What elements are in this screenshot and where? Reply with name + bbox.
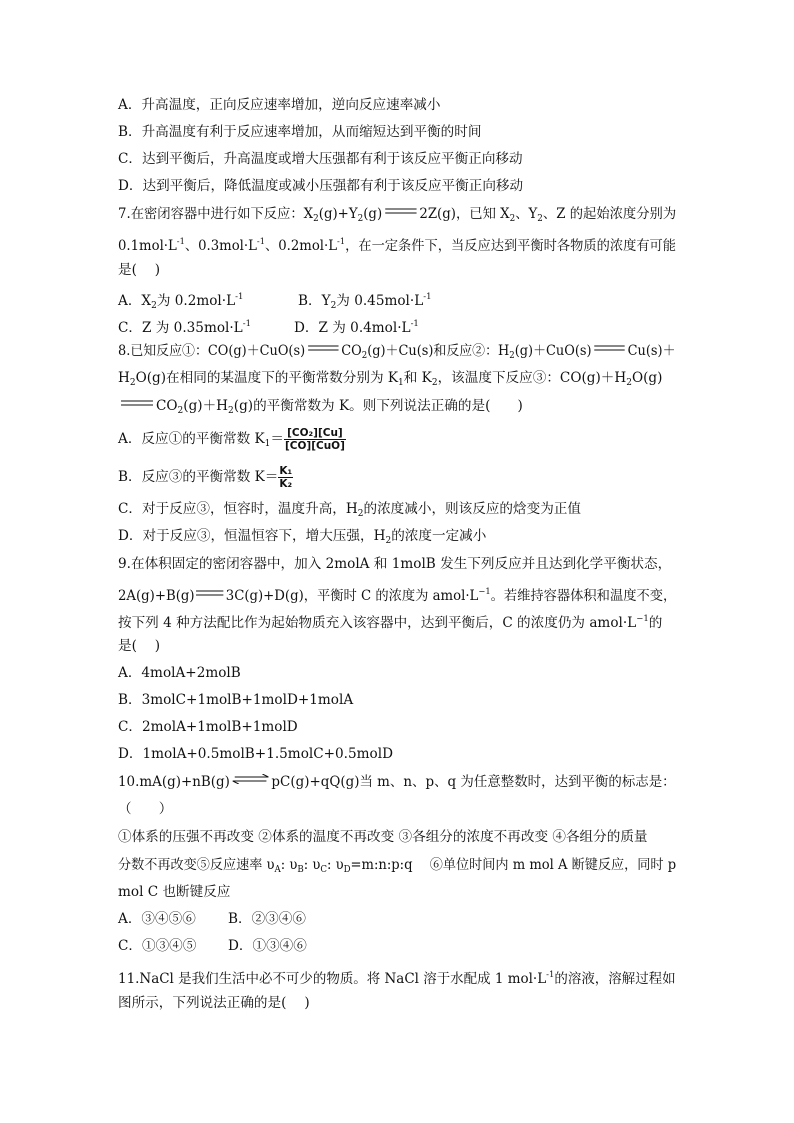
q6-option-b: B．升高温度有利于反应速率增加，从而缩短达到平衡的时间: [118, 124, 482, 140]
q8-stem-line3: $CO_2(g)+H_2(g)$的平衡常数为 K。则下列说法正确的是( ): [118, 397, 523, 420]
q10-stem-line1: 10.mA(g)+nB(g) pC(g)+qQ(g)当 m、n、p、q 为任意整数时，达到平衡的标志是：: [118, 774, 676, 790]
q10-option-b: B．②③④⑥: [228, 911, 306, 927]
q8-option-c: C．对于反应③，恒容时，温度升高，$H_2$的浓度减小，则该反应的焓变为正值: [118, 501, 581, 519]
q7-option-b: B．$Y_2$为 $0.45mol\cdot L^{-1}$: [298, 292, 432, 311]
q8-option-a: A．反应①的平衡常数 $K_1=$ $\frac{\text{[CO₂][Cu]}}{\text{[CO][CuO]}}$: [118, 427, 345, 452]
q9-stem-line1: 9.在体积固定的密闭容器中，加入 2molA 和 1molB 发生下列反应并且达到化学平衡状态，: [118, 556, 672, 572]
q7-stem-line1: 7.在密闭容器中进行如下反应：$X_2(g)+Y_2(g)$ 2Z(g)，已知 $X_2$、$Y_2$、Z 的起始浓度分别为: [118, 206, 677, 224]
k-ratio-fraction: $\frac{\text{K₁}}{\text{K₂}}$: [279, 465, 293, 490]
q6-option-d: D．达到平衡后，降低温度或减小压强都有利于该反应平衡正向移动: [118, 178, 524, 194]
q10-stem-line3: ①体系的压强不再改变 ②体系的温度不再改变 ③各组分的浓度不再改变 ④各组分的质量: [118, 829, 648, 845]
q9-stem-line3: 按下列 4 种方法配比作为起始物质充入该容器中，达到平衡后，C 的浓度仍为 $amol\cdot L^{-1}$的: [118, 614, 663, 631]
q9-option-d: D．1molA+0.5molB+1.5molC+0.5molD: [118, 746, 393, 762]
equilibrium-arrow-icon: [119, 398, 155, 408]
equilibrium-constant-fraction: $\frac{\text{[CO₂][Cu]}}{\text{[CO][CuO]}}$: [284, 427, 345, 452]
q9-stem-line4: 是( ): [118, 638, 161, 654]
equilibrium-arrow-icon: [592, 343, 626, 353]
q7-stem-line2: $0.1mol\cdot L^{-1}$、$0.3mol\cdot L^{-1}$、$0.2mol\cdot L^{-1}$，在一定条件下，当反应达到平衡时各物质的浓度有可能: [118, 237, 677, 254]
q9-option-b: B．3molC+1molB+1molD+1molA: [118, 692, 354, 708]
q6-option-a: A．升高温度，正向反应速率增加，逆向反应速率减小: [118, 97, 441, 113]
q7-option-a: A．$X_2$为 $0.2mol\cdot L^{-1}$: [118, 292, 244, 311]
q10-option-d: D．①③④⑥: [228, 938, 307, 954]
q10-stem-line5: mol C 也断键反应: [118, 884, 231, 900]
q10-option-a: A．③④⑤⑥: [118, 911, 196, 927]
q8-stem-line2: $H_2O(g)$在相同的某温度下的平衡常数分别为 $K_1$和 $K_2$，该温度下反应③：$CO(g)+H_2O(g)$: [118, 370, 663, 388]
q11-stem-line1: 11.NaCl 是我们生活中必不可少的物质。将 NaCl 溶于水配成 1 $mol\cdot L^{-1}$的溶液，溶解过程如: [118, 970, 676, 987]
q7-stem-line3: 是( ): [118, 262, 161, 278]
q8-option-d: D．对于反应③，恒温恒容下，增大压强，$H_2$的浓度一定减小: [118, 528, 487, 546]
reversible-arrow-icon: [231, 774, 271, 784]
q10-option-c: C．①③④⑤: [118, 938, 197, 954]
q7-option-d: D．Z 为 $0.4mol\cdot L^{-1}$: [294, 319, 419, 336]
equilibrium-arrow-icon: [196, 588, 225, 598]
q10-stem-line4: 分数不再改变⑤反应速率 $\upsilon_A$: $\upsilon_B$: $\upsilon_C$: $\upsilon_D=m:n:p:q$ ⑥单位时间内 m mol A 断键反应，同时 p: [118, 857, 677, 875]
q8-option-b: B．反应③的平衡常数 K＝ $\frac{\text{K₁}}{\text{K₂}}$: [118, 465, 293, 490]
q7-option-c: C．Z 为 $0.35mol\cdot L^{-1}$: [118, 319, 251, 336]
q6-option-c: C．达到平衡后，升高温度或增大压强都有利于该反应平衡正向移动: [118, 151, 523, 167]
q9-stem-line2: 2A(g)+B(g) 3C(g)+D(g)，平衡时 C 的浓度为 $amol\cdot L^{-1}$。若维持容器体积和温度不变，: [118, 587, 677, 604]
q9-option-c: C．2molA+1molB+1molD: [118, 719, 298, 735]
q10-stem-line2: （ ）: [118, 801, 173, 817]
equilibrium-arrow-icon: [383, 206, 418, 216]
q9-option-a: A．4molA+2molB: [118, 665, 241, 681]
q11-stem-line2: 图所示，下列说法正确的是( ): [118, 995, 310, 1011]
q8-stem-line1: 8.已知反应①：CO(g)＋CuO(s) $CO_2(g)+Cu(s)$和反应②：$H_2(g)+CuO(s)$ Cu(s)＋: [118, 343, 676, 361]
equilibrium-arrow-icon: [306, 343, 340, 353]
